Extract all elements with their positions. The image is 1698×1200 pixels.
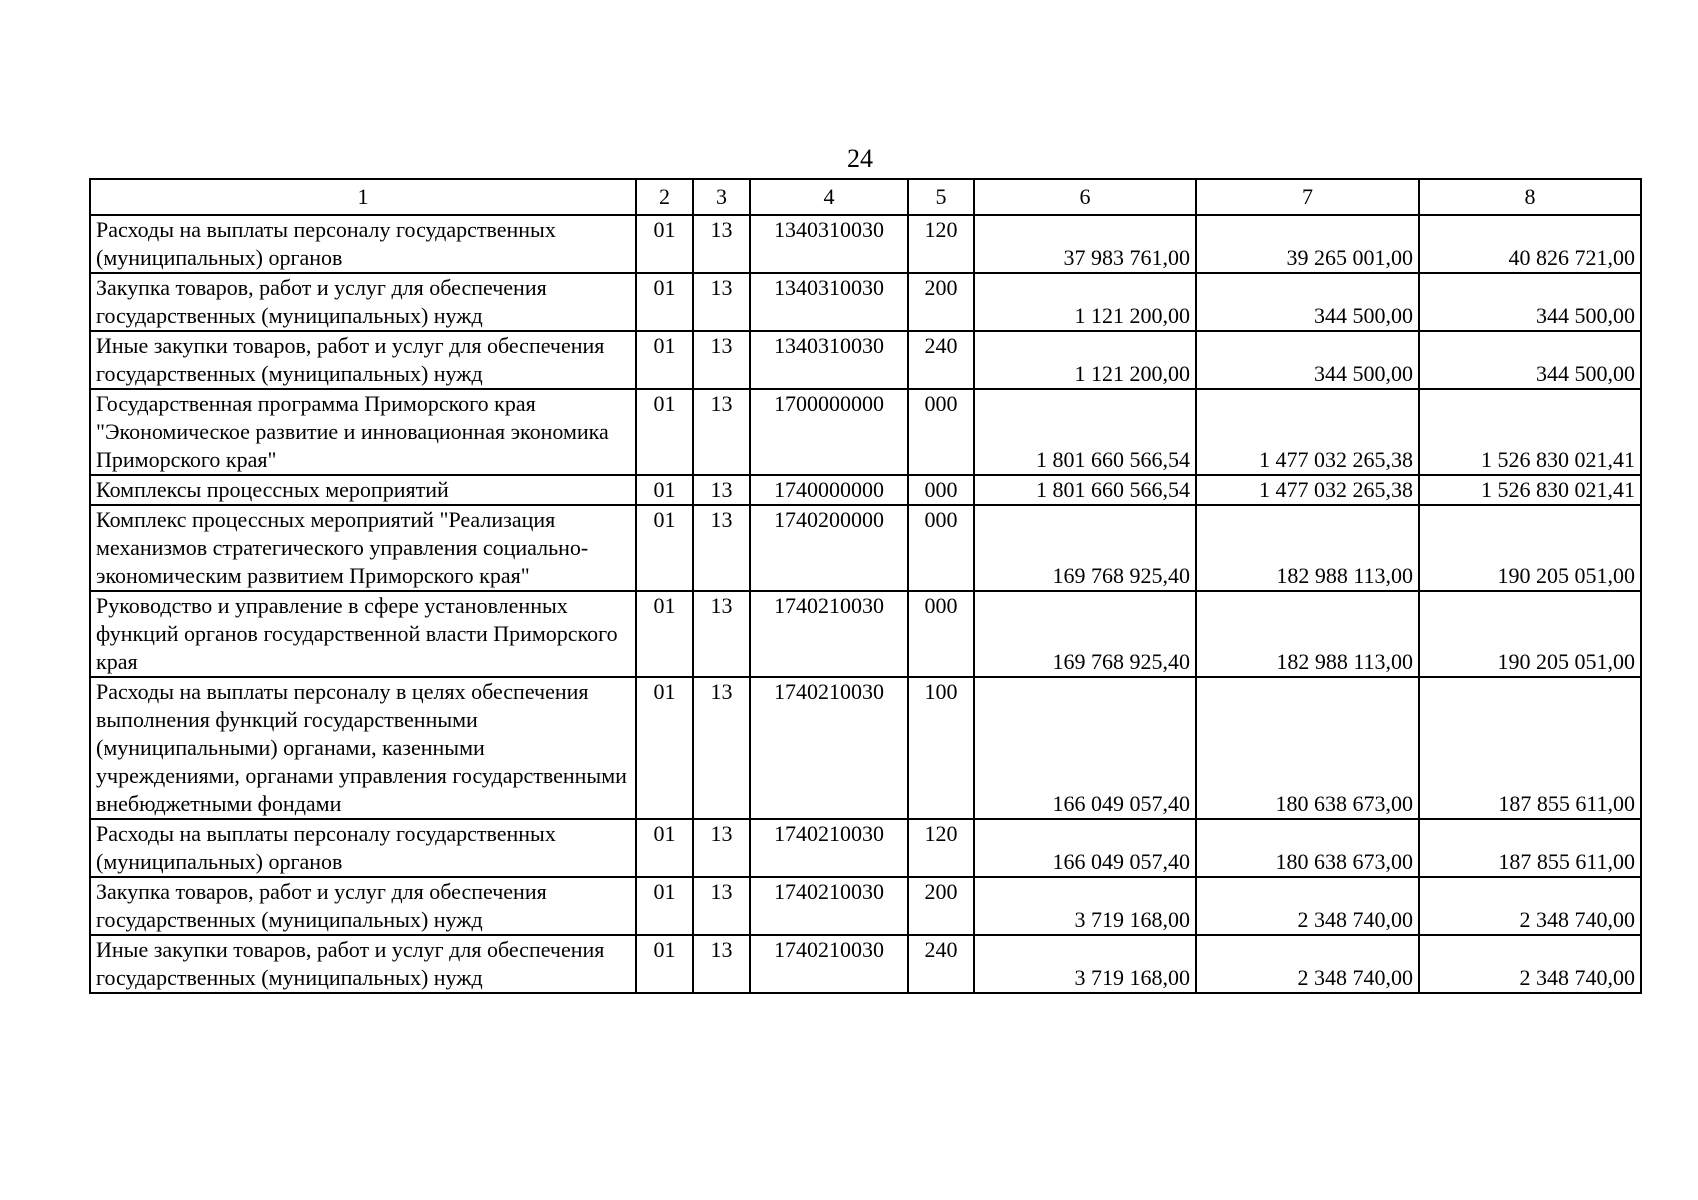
amount-col-7: 2 348 740,00 xyxy=(1196,935,1419,993)
row-name: Расходы на выплаты персоналу государственных (муниципальных) органов xyxy=(90,819,636,877)
row-name: Иные закупки товаров, работ и услуг для обеспечения государственных (муниципальных) нужд xyxy=(90,935,636,993)
target-code: 1740210030 xyxy=(750,877,908,935)
expense-type-code: 120 xyxy=(908,215,974,273)
header-row xyxy=(90,179,1641,215)
row-name: Руководство и управление в сфере установленных функций органов государственной власти Приморского края xyxy=(90,591,636,677)
target-code: 1740000000 xyxy=(750,475,908,505)
section-code: 01 xyxy=(636,331,693,389)
subsection-code: 13 xyxy=(693,935,750,993)
amount-col-7: 182 988 113,00 xyxy=(1196,505,1419,591)
expense-type-code: 200 xyxy=(908,877,974,935)
section-code: 01 xyxy=(636,505,693,591)
header-cell: 6 xyxy=(974,179,1196,215)
amount-col-8: 190 205 051,00 xyxy=(1419,591,1641,677)
section-code: 01 xyxy=(636,389,693,475)
row-name: Расходы на выплаты персоналу государственных (муниципальных) органов xyxy=(90,215,636,273)
section-code: 01 xyxy=(636,591,693,677)
table-row xyxy=(90,273,1641,331)
subsection-code: 13 xyxy=(693,215,750,273)
amount-col-7: 180 638 673,00 xyxy=(1196,677,1419,819)
row-name: Государственная программа Приморского края "Экономическое развитие и инновационная экономика Приморского края" xyxy=(90,389,636,475)
subsection-code: 13 xyxy=(693,475,750,505)
section-code: 01 xyxy=(636,819,693,877)
table-row xyxy=(90,389,1641,475)
amount-col-8: 40 826 721,00 xyxy=(1419,215,1641,273)
amount-col-6: 169 768 925,40 xyxy=(974,505,1196,591)
target-code: 1740210030 xyxy=(750,677,908,819)
amount-col-8: 2 348 740,00 xyxy=(1419,935,1641,993)
amount-col-8: 187 855 611,00 xyxy=(1419,677,1641,819)
amount-col-8: 1 526 830 021,41 xyxy=(1419,389,1641,475)
subsection-code: 13 xyxy=(693,505,750,591)
subsection-code: 13 xyxy=(693,591,750,677)
page-number: 24 xyxy=(847,144,873,173)
amount-col-7: 2 348 740,00 xyxy=(1196,877,1419,935)
amount-col-8: 1 526 830 021,41 xyxy=(1419,475,1641,505)
target-code: 1340310030 xyxy=(750,215,908,273)
amount-col-8: 190 205 051,00 xyxy=(1419,505,1641,591)
row-name: Закупка товаров, работ и услуг для обеспечения государственных (муниципальных) нужд xyxy=(90,877,636,935)
header-cell: 3 xyxy=(693,179,750,215)
row-name: Иные закупки товаров, работ и услуг для обеспечения государственных (муниципальных) нужд xyxy=(90,331,636,389)
row-name: Комплекс процессных мероприятий "Реализация механизмов стратегического управления социально-экономическим развитием Приморского края" xyxy=(90,505,636,591)
amount-col-7: 180 638 673,00 xyxy=(1196,819,1419,877)
target-code: 1340310030 xyxy=(750,273,908,331)
section-code: 01 xyxy=(636,475,693,505)
expense-type-code: 100 xyxy=(908,677,974,819)
table-row xyxy=(90,475,1641,505)
amount-col-6: 1 121 200,00 xyxy=(974,273,1196,331)
amount-col-6: 1 801 660 566,54 xyxy=(974,389,1196,475)
table-row xyxy=(90,877,1641,935)
header-cell: 1 xyxy=(90,179,636,215)
expense-type-code: 000 xyxy=(908,389,974,475)
amount-col-7: 182 988 113,00 xyxy=(1196,591,1419,677)
table-row xyxy=(90,331,1641,389)
header-cell: 4 xyxy=(750,179,908,215)
amount-col-8: 344 500,00 xyxy=(1419,331,1641,389)
amount-col-7: 1 477 032 265,38 xyxy=(1196,389,1419,475)
subsection-code: 13 xyxy=(693,273,750,331)
amount-col-6: 3 719 168,00 xyxy=(974,877,1196,935)
amount-col-6: 166 049 057,40 xyxy=(974,677,1196,819)
budget-table xyxy=(89,178,1642,994)
expense-type-code: 000 xyxy=(908,475,974,505)
amount-col-8: 344 500,00 xyxy=(1419,273,1641,331)
row-name: Комплексы процессных мероприятий xyxy=(90,475,636,505)
row-name: Закупка товаров, работ и услуг для обеспечения государственных (муниципальных) нужд xyxy=(90,273,636,331)
header-cell: 5 xyxy=(908,179,974,215)
expense-type-code: 000 xyxy=(908,505,974,591)
section-code: 01 xyxy=(636,215,693,273)
header-cell: 2 xyxy=(636,179,693,215)
expense-type-code: 200 xyxy=(908,273,974,331)
amount-col-6: 37 983 761,00 xyxy=(974,215,1196,273)
amount-col-7: 344 500,00 xyxy=(1196,273,1419,331)
table-row xyxy=(90,505,1641,591)
target-code: 1740210030 xyxy=(750,935,908,993)
amount-col-8: 2 348 740,00 xyxy=(1419,877,1641,935)
amount-col-6: 1 121 200,00 xyxy=(974,331,1196,389)
subsection-code: 13 xyxy=(693,389,750,475)
target-code: 1740210030 xyxy=(750,819,908,877)
amount-col-7: 1 477 032 265,38 xyxy=(1196,475,1419,505)
table-row xyxy=(90,819,1641,877)
subsection-code: 13 xyxy=(693,677,750,819)
amount-col-7: 39 265 001,00 xyxy=(1196,215,1419,273)
subsection-code: 13 xyxy=(693,877,750,935)
amount-col-6: 3 719 168,00 xyxy=(974,935,1196,993)
amount-col-6: 1 801 660 566,54 xyxy=(974,475,1196,505)
target-code: 1740200000 xyxy=(750,505,908,591)
amount-col-6: 166 049 057,40 xyxy=(974,819,1196,877)
table-row xyxy=(90,215,1641,273)
table-row xyxy=(90,935,1641,993)
table-row xyxy=(90,591,1641,677)
subsection-code: 13 xyxy=(693,819,750,877)
amount-col-8: 187 855 611,00 xyxy=(1419,819,1641,877)
section-code: 01 xyxy=(636,677,693,819)
amount-col-6: 169 768 925,40 xyxy=(974,591,1196,677)
row-name: Расходы на выплаты персоналу в целях обеспечения выполнения функций государственными (муниципальными) органами, казенными учреждениями, органами управления государственными внебюджетными фондами xyxy=(90,677,636,819)
subsection-code: 13 xyxy=(693,331,750,389)
header-cell: 8 xyxy=(1419,179,1641,215)
table-row xyxy=(90,677,1641,819)
amount-col-7: 344 500,00 xyxy=(1196,331,1419,389)
expense-type-code: 240 xyxy=(908,331,974,389)
target-code: 1700000000 xyxy=(750,389,908,475)
section-code: 01 xyxy=(636,935,693,993)
expense-type-code: 000 xyxy=(908,591,974,677)
expense-type-code: 120 xyxy=(908,819,974,877)
expense-type-code: 240 xyxy=(908,935,974,993)
section-code: 01 xyxy=(636,877,693,935)
section-code: 01 xyxy=(636,273,693,331)
target-code: 1340310030 xyxy=(750,331,908,389)
target-code: 1740210030 xyxy=(750,591,908,677)
header-cell: 7 xyxy=(1196,179,1419,215)
